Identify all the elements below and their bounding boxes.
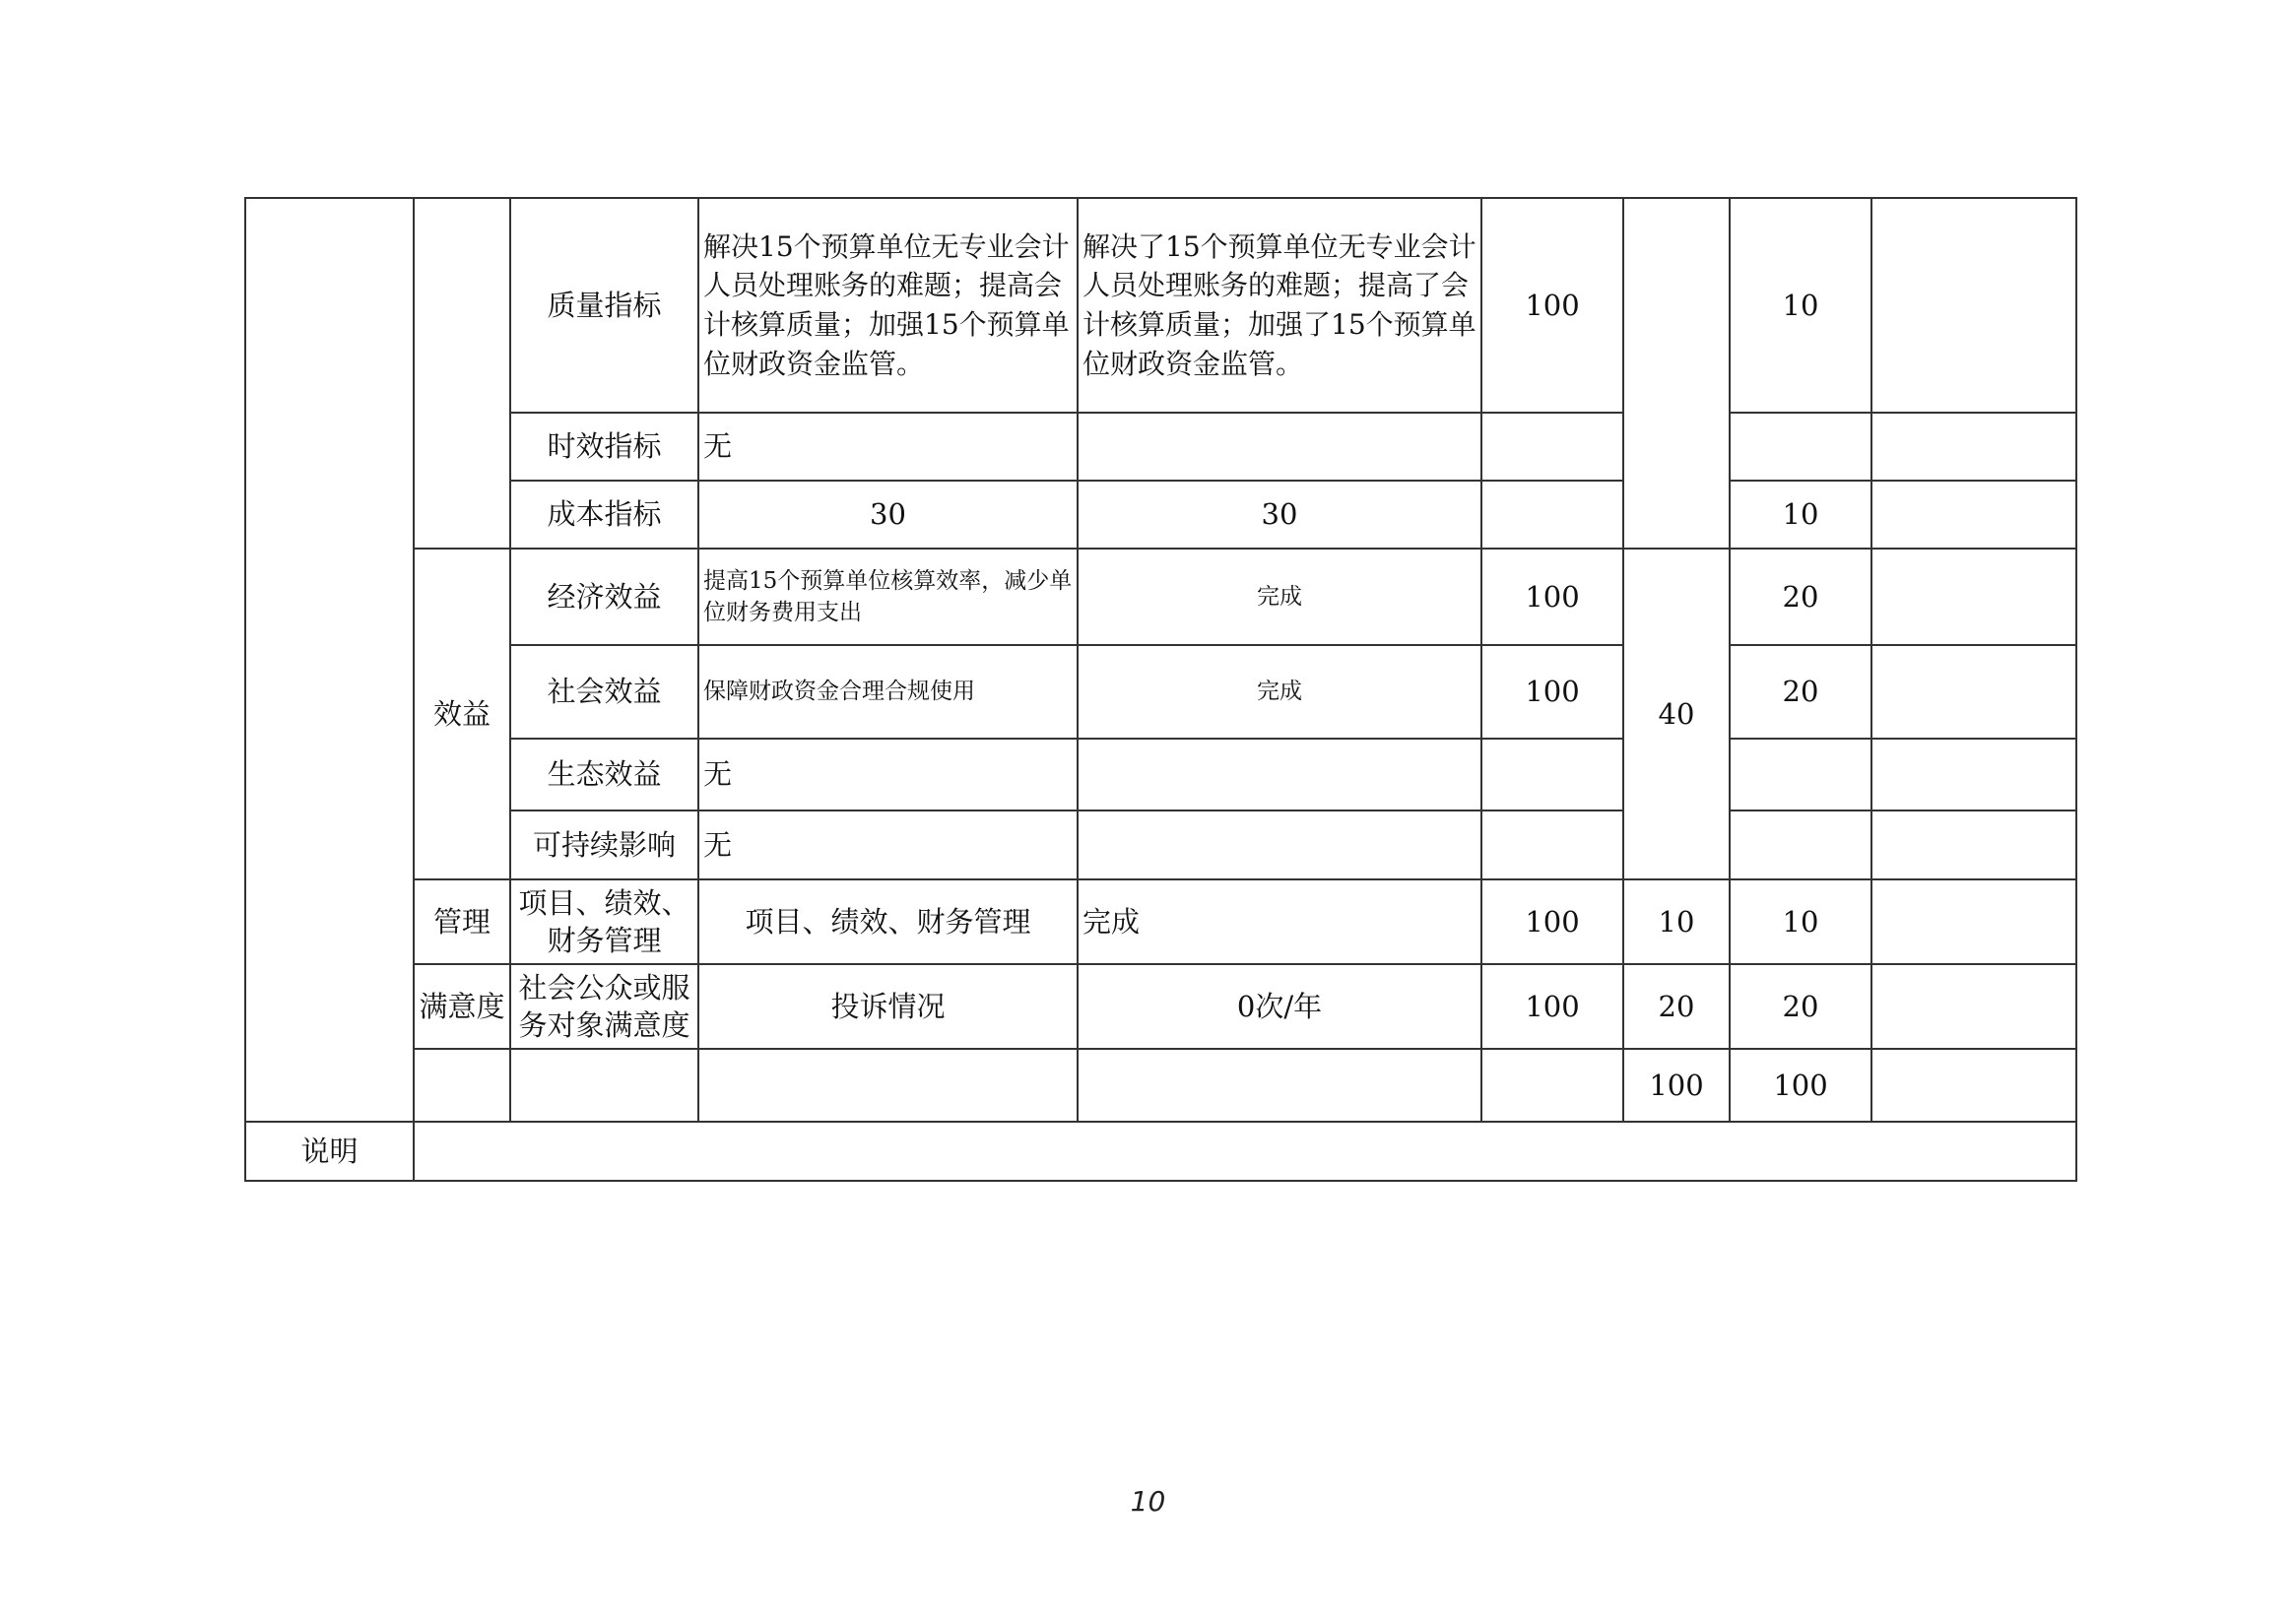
total-empty-cell: [510, 1049, 698, 1122]
target-cell-timeliness: 无: [698, 413, 1078, 481]
actual-cell-cost: 30: [1078, 481, 1481, 549]
actual-cell-ecological: [1078, 739, 1481, 810]
remark-cell-ecological: [1871, 739, 2076, 810]
satisfaction-group-label: 满意度: [414, 964, 510, 1049]
target-cell-satisfaction: 投诉情况: [698, 964, 1078, 1049]
completion-cell-quality: 100: [1481, 198, 1623, 413]
table-row-timeliness: [245, 413, 2076, 481]
total-score-cell: 100: [1730, 1049, 1871, 1122]
completion-cell-ecological: [1481, 739, 1623, 810]
table-row-quality: [245, 198, 2076, 413]
table-row-cost: [245, 481, 2076, 549]
remark-cell-cost: [1871, 481, 2076, 549]
table-row-management: [245, 879, 2076, 964]
target-cell-ecological: 无: [698, 739, 1078, 810]
target-cell-social: 保障财政资金合理合规使用: [698, 645, 1078, 739]
output-group-cell: [414, 198, 510, 549]
target-cell-cost: 30: [698, 481, 1078, 549]
actual-cell-social: 完成: [1078, 645, 1481, 739]
score-cell-cost: 10: [1730, 481, 1871, 549]
completion-cell-social: 100: [1481, 645, 1623, 739]
indicator-label-quality: 质量指标: [510, 198, 698, 413]
score-cell-management: 10: [1730, 879, 1871, 964]
indicator-label-timeliness: 时效指标: [510, 413, 698, 481]
completion-cell-sustainable: [1481, 810, 1623, 879]
table-row-ecological: [245, 739, 2076, 810]
indicator-label-sustainable: 可持续影响: [510, 810, 698, 879]
score-cell-ecological: [1730, 739, 1871, 810]
completion-cell-timeliness: [1481, 413, 1623, 481]
remark-cell-social: [1871, 645, 2076, 739]
total-empty-cell: [1078, 1049, 1481, 1122]
score-cell-satisfaction: 20: [1730, 964, 1871, 1049]
target-cell-management: 项目、绩效、财务管理: [698, 879, 1078, 964]
table-row-total: [245, 1049, 2076, 1122]
score-cell-timeliness: [1730, 413, 1871, 481]
table-row-social: [245, 645, 2076, 739]
score-cell-sustainable: [1730, 810, 1871, 879]
actual-cell-management: 完成: [1078, 879, 1481, 964]
completion-cell-economic: 100: [1481, 549, 1623, 645]
note-content: [414, 1122, 2076, 1181]
outer-category-cell: [245, 198, 414, 1122]
actual-cell-sustainable: [1078, 810, 1481, 879]
target-cell-quality: 解决15个预算单位无专业会计人员处理账务的难题；提高会计核算质量；加强15个预算单位财政资金监管。: [698, 198, 1078, 413]
actual-cell-timeliness: [1078, 413, 1481, 481]
score-cell-quality: 10: [1730, 198, 1871, 413]
management-group-label: 管理: [414, 879, 510, 964]
total-weight-cell: 100: [1623, 1049, 1730, 1122]
note-label: 说明: [245, 1122, 414, 1181]
weight-cell-management: 10: [1623, 879, 1730, 964]
indicator-label-economic: 经济效益: [510, 549, 698, 645]
completion-cell-management: 100: [1481, 879, 1623, 964]
target-cell-economic: 提高15个预算单位核算效率，减少单位财务费用支出: [698, 549, 1078, 645]
score-cell-economic: 20: [1730, 549, 1871, 645]
actual-cell-satisfaction: 0次/年: [1078, 964, 1481, 1049]
benefit-group-label: 效益: [414, 549, 510, 879]
weight-cell-benefit: 40: [1623, 549, 1730, 879]
table-row-economic: [245, 549, 2076, 645]
table-row-note: [245, 1122, 2076, 1181]
remark-cell-management: [1871, 879, 2076, 964]
remark-cell-satisfaction: [1871, 964, 2076, 1049]
page-number: 10: [1130, 1485, 1166, 1518]
total-empty-cell: [698, 1049, 1078, 1122]
target-cell-sustainable: 无: [698, 810, 1078, 879]
remark-cell-quality: [1871, 198, 2076, 413]
performance-evaluation-table: [244, 197, 2077, 1182]
completion-cell-satisfaction: 100: [1481, 964, 1623, 1049]
table-row-sustainable: [245, 810, 2076, 879]
indicator-label-satisfaction: 社会公众或服务对象满意度: [510, 964, 698, 1049]
total-empty-cell: [1481, 1049, 1623, 1122]
weight-cell-output: [1623, 198, 1730, 549]
total-empty-cell: [414, 1049, 510, 1122]
total-remark-cell: [1871, 1049, 2076, 1122]
weight-cell-satisfaction: 20: [1623, 964, 1730, 1049]
score-cell-social: 20: [1730, 645, 1871, 739]
actual-cell-economic: 完成: [1078, 549, 1481, 645]
remark-cell-economic: [1871, 549, 2076, 645]
completion-cell-cost: [1481, 481, 1623, 549]
remark-cell-sustainable: [1871, 810, 2076, 879]
table-row-satisfaction: [245, 964, 2076, 1049]
indicator-label-social: 社会效益: [510, 645, 698, 739]
indicator-label-ecological: 生态效益: [510, 739, 698, 810]
remark-cell-timeliness: [1871, 413, 2076, 481]
actual-cell-quality: 解决了15个预算单位无专业会计人员处理账务的难题；提高了会计核算质量；加强了15个预算单位财政资金监管。: [1078, 198, 1481, 413]
indicator-label-management: 项目、绩效、财务管理: [510, 879, 698, 964]
indicator-label-cost: 成本指标: [510, 481, 698, 549]
